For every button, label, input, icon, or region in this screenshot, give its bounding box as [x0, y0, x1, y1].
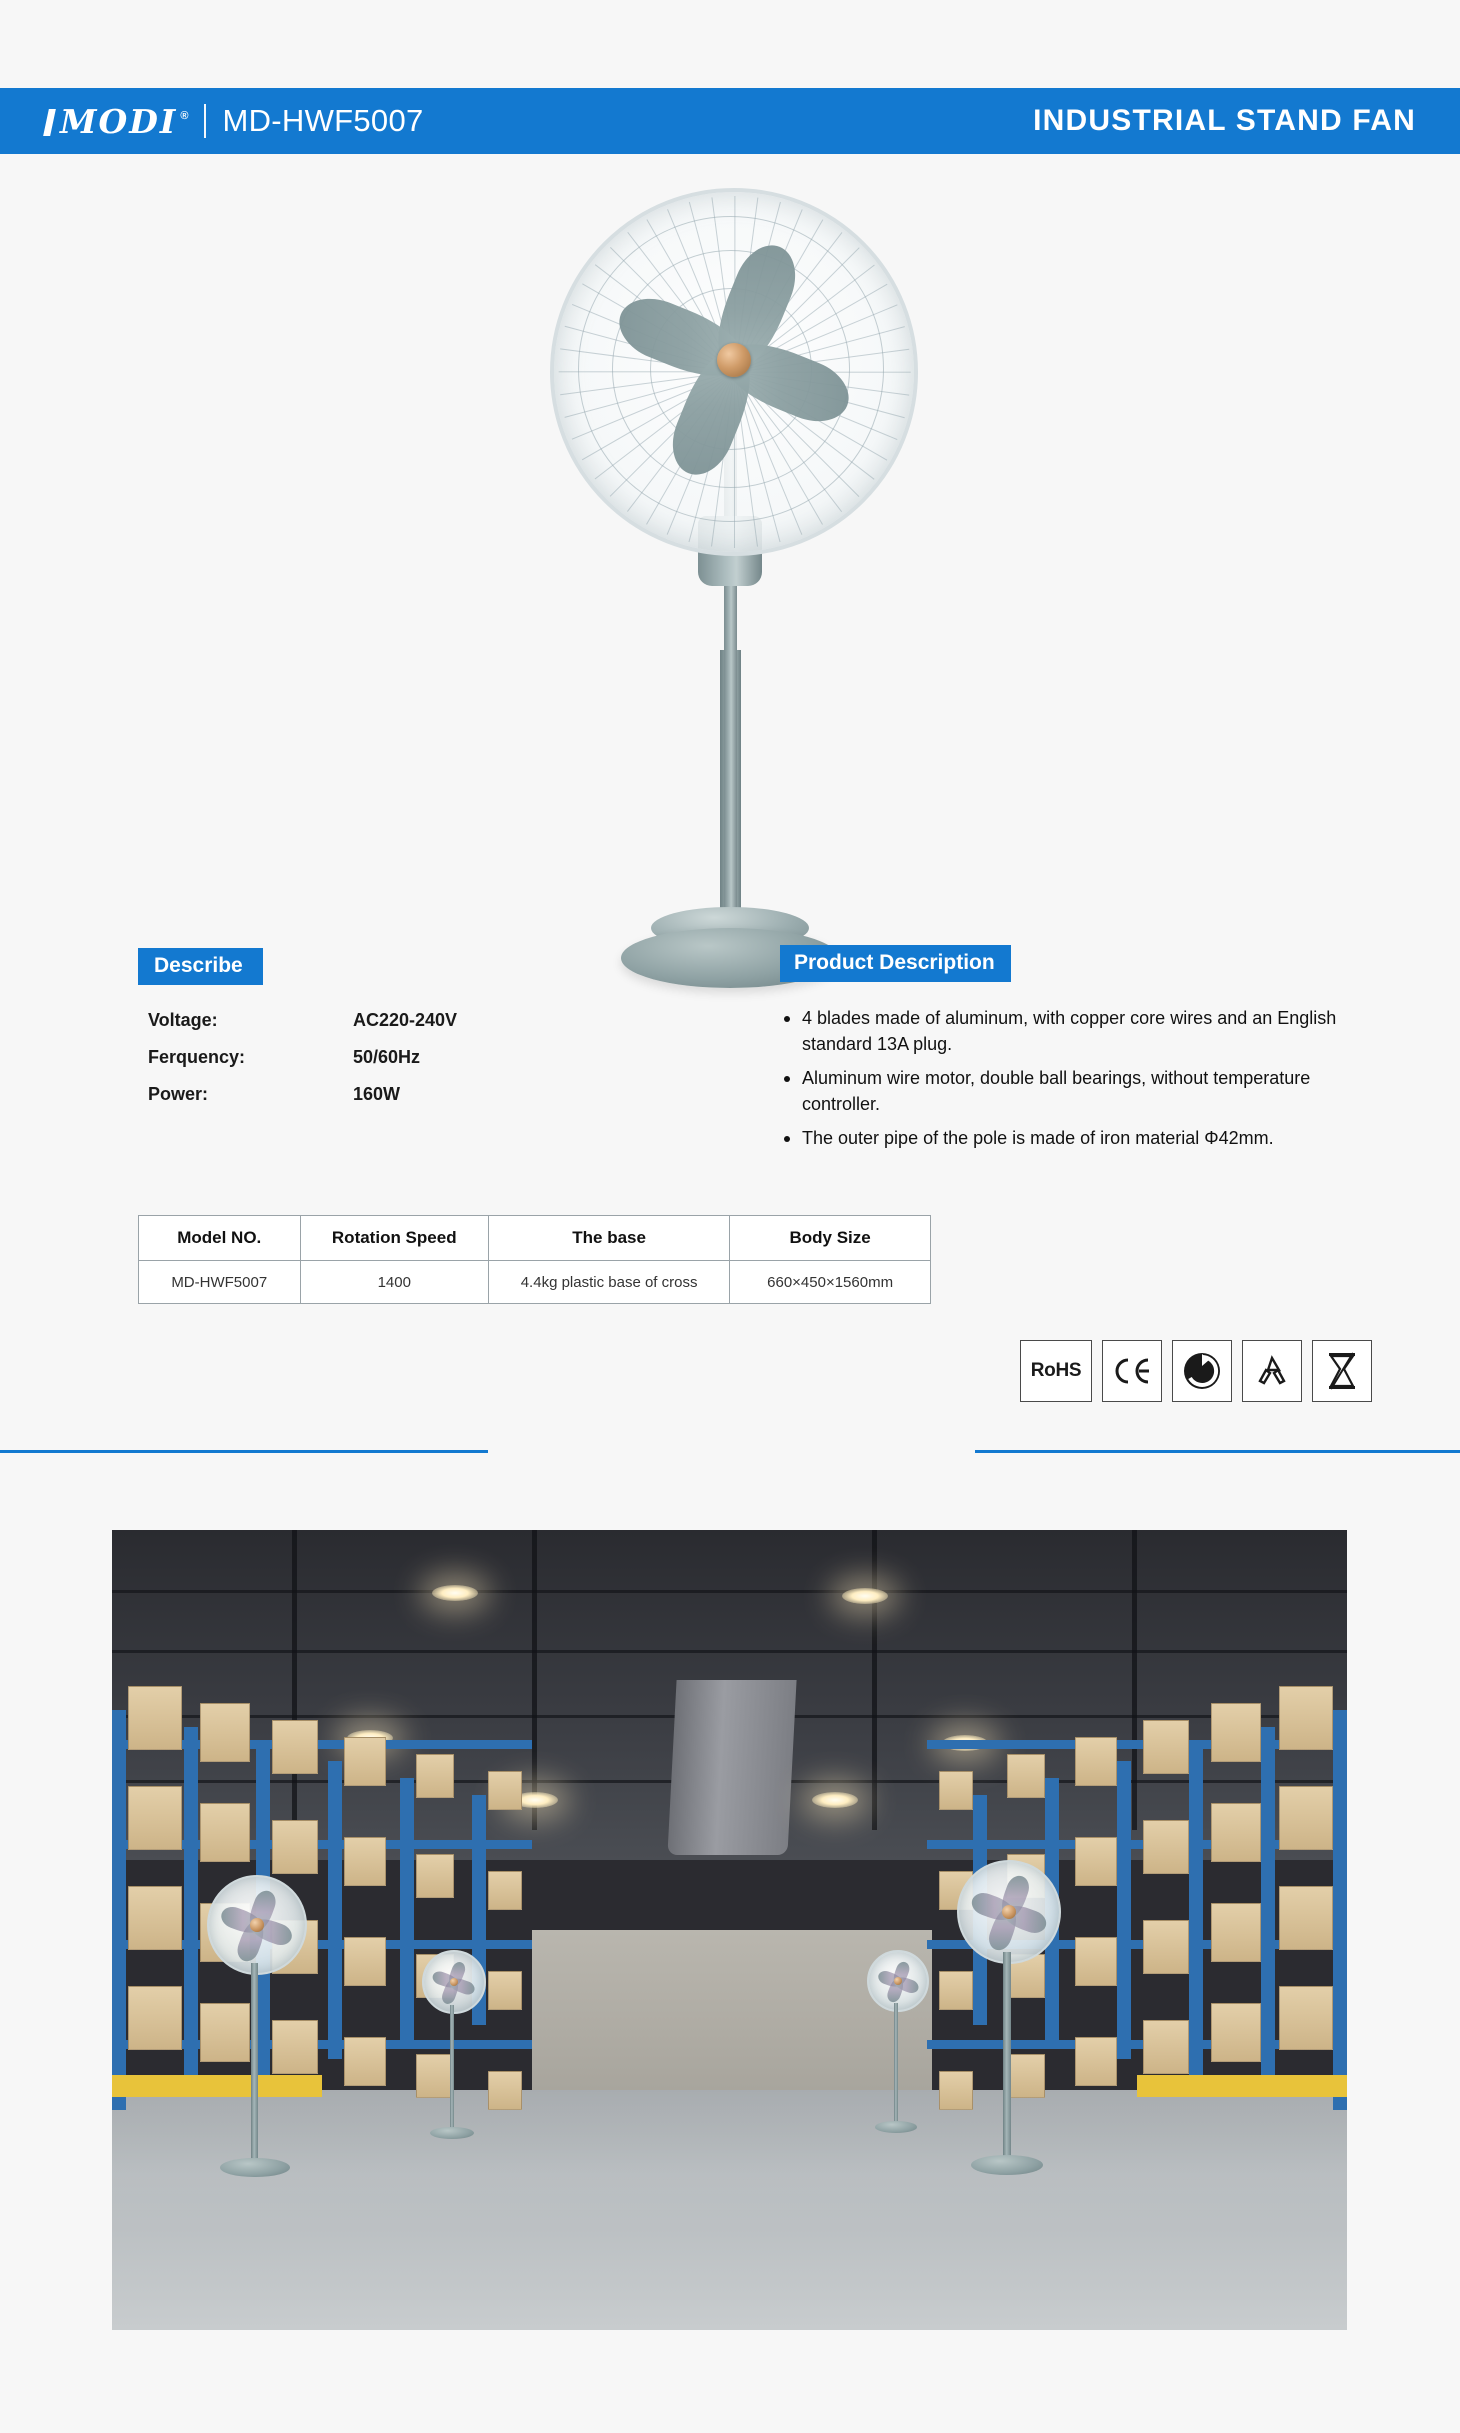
cardboard-box: [1279, 1686, 1333, 1750]
page-header: [0, 88, 1460, 154]
cardboard-box: [416, 1854, 454, 1898]
ceiling-beam: [532, 1530, 537, 1830]
product-description-item: 4 blades made of aluminum, with copper core wires and an English standard 13A plug.: [780, 1005, 1380, 1057]
warehouse-fan-guard: [957, 1860, 1061, 1964]
ceiling-beam: [872, 1530, 877, 1830]
cell-base: 4.4kg plastic base of cross: [489, 1261, 730, 1304]
describe-heading: Describe: [138, 948, 263, 985]
spec-value: AC220-240V: [353, 1010, 458, 1030]
warehouse-fan-pole: [251, 1963, 258, 2165]
specification-table: [138, 1215, 931, 1304]
cardboard-box: [1075, 1837, 1117, 1886]
cell-model: MD-HWF5007: [139, 1261, 301, 1304]
ceiling-light: [842, 1588, 888, 1604]
cardboard-box: [1075, 1937, 1117, 1986]
pallet-guard: [1137, 2075, 1347, 2097]
hero-product-image: [0, 170, 1460, 890]
registered-mark: ®: [180, 109, 191, 122]
cardboard-box: [344, 2037, 386, 2086]
cardboard-box: [1143, 2020, 1189, 2074]
warehouse-fan-pole: [894, 2003, 898, 2125]
cardboard-box: [1211, 2003, 1261, 2062]
weee-crossed-bin-icon: [1312, 1340, 1372, 1402]
warehouse-photo: [112, 1530, 1347, 2330]
column-header-base: The base: [489, 1216, 730, 1261]
recycle-triangle-icon: [1242, 1340, 1302, 1402]
logo-divider: [204, 104, 206, 138]
warehouse-fan-pole: [1003, 1952, 1011, 2162]
divider-left: [0, 1450, 488, 1453]
warehouse-fan: [422, 1950, 482, 2154]
header-title: INDUSTRIAL STAND FAN: [1033, 104, 1416, 137]
spec-value: 50/60Hz: [353, 1047, 421, 1067]
column-header-rotation-speed: Rotation Speed: [300, 1216, 489, 1261]
certification-badges: [1020, 1340, 1372, 1402]
cardboard-box: [416, 1754, 454, 1798]
product-description-heading: Product Description: [780, 945, 1011, 982]
fan-hub: [717, 343, 751, 377]
cardboard-box: [344, 1837, 386, 1886]
spec-label: Ferquency:: [148, 1047, 246, 1067]
warehouse-fan-guard: [207, 1875, 307, 1975]
cardboard-box: [1211, 1703, 1261, 1762]
warehouse-fan-base: [875, 2121, 917, 2133]
cardboard-box: [344, 1937, 386, 1986]
cardboard-box: [1075, 2037, 1117, 2086]
cardboard-box: [272, 1720, 318, 1774]
ceiling-truss: [112, 1590, 1347, 1593]
product-description-item: Aluminum wire motor, double ball bearings, without temperature controller.: [780, 1065, 1380, 1117]
rack-upright: [328, 1761, 342, 2059]
warehouse-fan-hub: [894, 1977, 902, 1985]
cardboard-box: [1211, 1803, 1261, 1862]
cardboard-box: [200, 1703, 250, 1762]
cardboard-box: [272, 1820, 318, 1874]
cardboard-box: [1143, 1820, 1189, 1874]
stand-fan-illustration: [520, 170, 940, 860]
cardboard-box: [128, 1786, 182, 1850]
warehouse-fan-pole: [450, 2005, 455, 2131]
rohs-label: RoHS: [1030, 1360, 1082, 1381]
spec-row: [148, 1084, 568, 1105]
cell-rotation-speed: 1400: [300, 1261, 489, 1304]
spec-row: [148, 1010, 568, 1031]
table-header-row: [139, 1216, 931, 1261]
cardboard-box: [1007, 1754, 1045, 1798]
cardboard-box: [1143, 1920, 1189, 1974]
recycle-arrow-icon: [1172, 1340, 1232, 1402]
rack-upright: [184, 1727, 198, 2093]
warehouse-fan-base: [971, 2155, 1043, 2175]
warehouse-fan-base: [220, 2158, 289, 2177]
cardboard-box: [1279, 1886, 1333, 1950]
fan-blades: [610, 236, 858, 484]
warehouse-fan-hub: [250, 1918, 263, 1931]
brand-logo: [44, 102, 424, 141]
ceiling-light: [812, 1792, 858, 1808]
ceiling-duct: [667, 1680, 796, 1855]
cardboard-box: [488, 1771, 522, 1810]
warehouse-fan: [957, 1860, 1057, 2200]
warehouse-fan: [867, 1950, 925, 2147]
brand-logo-text: [44, 102, 192, 141]
cell-body-size: 660×450×1560mm: [730, 1261, 931, 1304]
ceiling-light: [432, 1585, 478, 1601]
cardboard-box: [1211, 1903, 1261, 1962]
rack-upright: [1189, 1744, 1203, 2076]
logo-bar-icon: [43, 109, 56, 136]
rack-upright: [1333, 1710, 1347, 2110]
product-description-item: The outer pipe of the pole is made of iron material Φ42mm.: [780, 1125, 1380, 1151]
cardboard-box: [200, 1803, 250, 1862]
rack-upright: [400, 1778, 414, 2042]
brand-name: MODI: [60, 101, 178, 141]
column-header-body-size: Body Size: [730, 1216, 931, 1261]
cardboard-box: [488, 1971, 522, 2010]
rack-upright: [1117, 1761, 1131, 2059]
divider-right: [975, 1450, 1460, 1453]
cardboard-box: [939, 1771, 973, 1810]
rohs-icon: [1020, 1340, 1092, 1402]
cardboard-box: [128, 1686, 182, 1750]
warehouse-fan-base: [430, 2127, 473, 2139]
cardboard-box: [1279, 1986, 1333, 2050]
describe-spec-list: [148, 1010, 568, 1121]
rack-upright: [112, 1710, 126, 2110]
product-description-list: [780, 1005, 1380, 1159]
cardboard-box: [488, 2071, 522, 2110]
table-row: [139, 1261, 931, 1304]
spec-label: Power:: [148, 1084, 209, 1104]
rack-upright: [1261, 1727, 1275, 2093]
cardboard-box: [1279, 1786, 1333, 1850]
header-model-code: MD-HWF5007: [222, 103, 424, 138]
spec-row: [148, 1047, 568, 1068]
warehouse-fan: [207, 1875, 303, 2201]
spec-label: Voltage:: [148, 1010, 218, 1030]
cardboard-box: [1075, 1737, 1117, 1786]
ce-icon: [1102, 1340, 1162, 1402]
spec-value: 160W: [353, 1084, 401, 1104]
fan-guard: [550, 188, 918, 556]
cardboard-box: [488, 1871, 522, 1910]
cardboard-box: [1143, 1720, 1189, 1774]
ceiling-truss: [112, 1650, 1347, 1653]
cardboard-box: [128, 1986, 182, 2050]
cardboard-box: [128, 1886, 182, 1950]
warehouse-fan-hub: [1002, 1905, 1016, 1919]
column-header-model: Model NO.: [139, 1216, 301, 1261]
cardboard-box: [344, 1737, 386, 1786]
